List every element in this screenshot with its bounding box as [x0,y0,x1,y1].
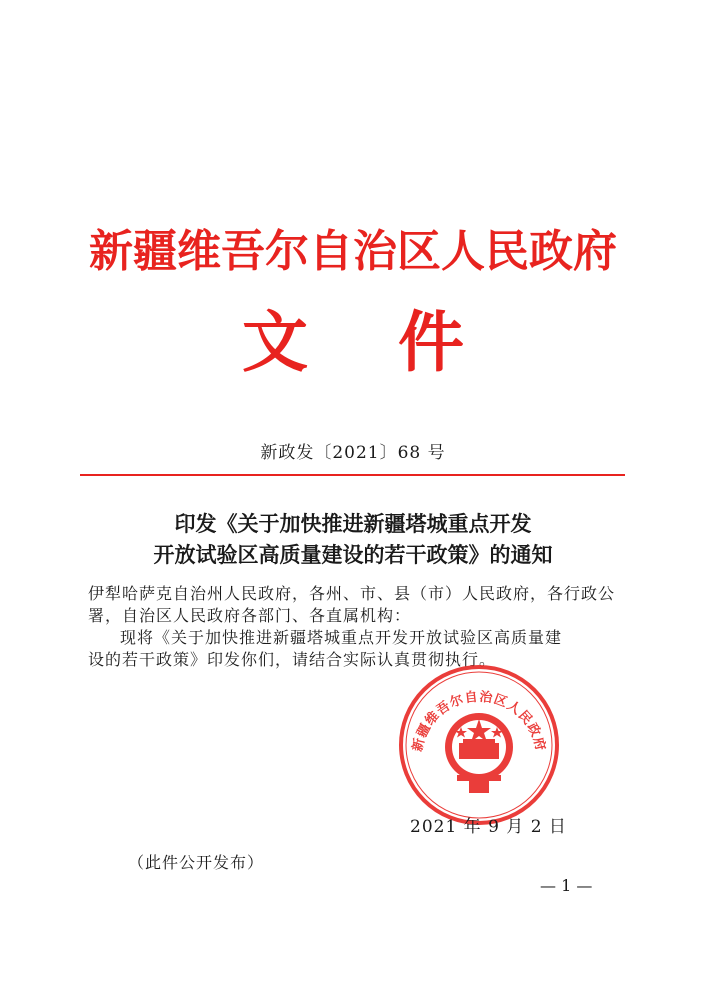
body-paragraph-line-1: 现将《关于加快推进新疆塔城重点开发开放试验区高质量建 [120,628,563,647]
document-title-line-2: 开放试验区高质量建设的若干政策》的通知 [153,542,553,567]
document-type-char-2: 件 [398,303,464,381]
document-title-line-1: 印发《关于加快推进新疆塔城重点开发 [174,511,532,536]
document-number: 新政发〔2021〕68 号 [260,443,446,463]
page-number: — 1 — [540,876,593,895]
recipients-line-1: 伊犁哈萨克自治州人民政府，各州、市、县（市）人民政府，各行政公 [88,584,616,603]
document-type-char-1: 文 [242,303,308,381]
disclosure-note: （此件公开发布） [128,853,265,872]
official-seal-icon [397,663,561,827]
document-type [0,302,706,382]
issuing-authority: 新疆维吾尔自治区人民政府 [89,226,617,277]
red-separator-line [80,474,625,476]
signing-date: 2021 年 9 月 2 日 [410,817,567,837]
body-paragraph-line-2: 设的若干政策》印发你们，请结合实际认真贯彻执行。 [88,650,497,669]
recipients-line-2: 署，自治区人民政府各部门、各直属机构： [88,606,412,625]
seal-text: 新疆维吾尔自治区人民政府 [410,689,548,754]
